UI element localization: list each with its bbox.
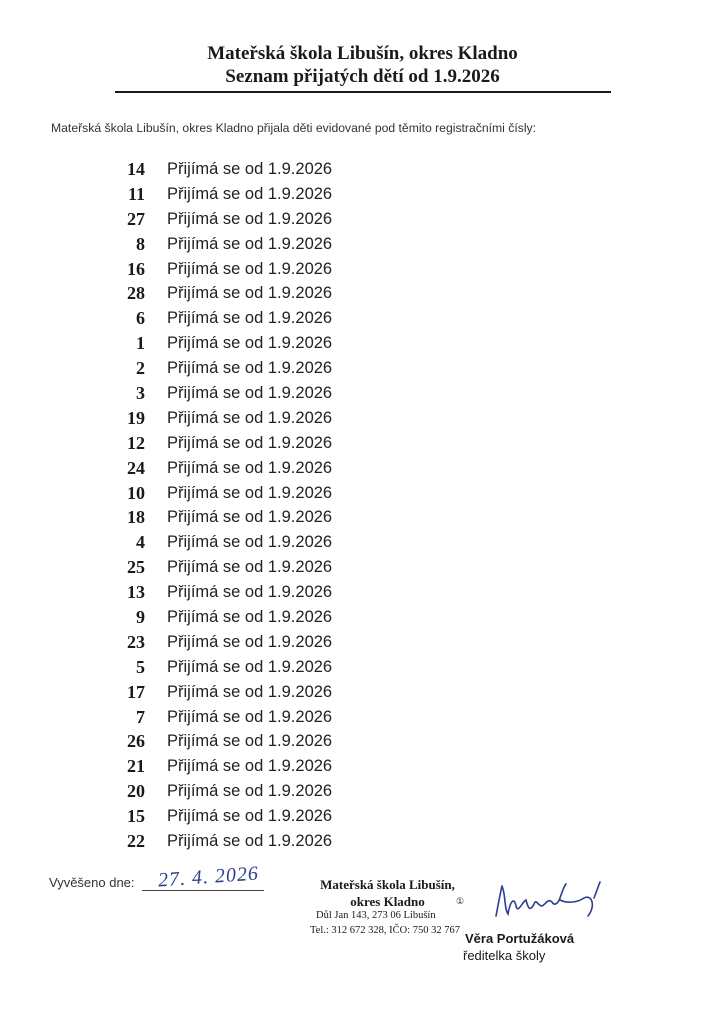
registration-number: 2	[136, 358, 145, 379]
registration-number: 21	[127, 756, 145, 777]
list-item	[0, 779, 725, 804]
list-item	[0, 281, 725, 306]
admission-status: Přijímá se od 1.9.2026	[167, 782, 333, 801]
registration-number: 19	[127, 407, 145, 428]
list-item	[0, 655, 725, 680]
registration-number: 12	[127, 432, 145, 453]
admission-status: Přijímá se od 1.9.2026	[167, 483, 333, 502]
admission-status: Přijímá se od 1.9.2026	[167, 309, 333, 328]
signer-role: ředitelka školy	[463, 948, 546, 963]
signature-icon	[488, 876, 618, 924]
registration-number: 15	[127, 806, 145, 827]
registration-number: 25	[127, 557, 145, 578]
registration-number: 5	[136, 656, 145, 677]
list-item	[0, 829, 725, 854]
admission-status: Přijímá se od 1.9.2026	[167, 284, 333, 303]
admission-status: Přijímá se od 1.9.2026	[167, 259, 333, 278]
admission-status: Přijímá se od 1.9.2026	[167, 558, 333, 577]
admission-status: Přijímá se od 1.9.2026	[167, 184, 333, 203]
title-line-school: Mateřská škola Libušín, okres Kladno	[207, 43, 518, 64]
registration-number: 16	[127, 258, 145, 279]
list-item	[0, 406, 725, 431]
title-line-list: Seznam přijatých dětí od 1.9.2026	[225, 66, 500, 87]
registration-number: 8	[136, 233, 145, 254]
admission-status: Přijímá se od 1.9.2026	[167, 160, 333, 178]
intro-text: Mateřská škola Libušín, okres Kladno přijala děti evidované pod těmito registračními čísly:	[51, 121, 537, 135]
list-item	[0, 306, 725, 331]
registration-number: 28	[127, 283, 145, 304]
list-item	[0, 804, 725, 829]
registration-number: 18	[127, 507, 145, 528]
list-item	[0, 705, 725, 730]
registration-number: 23	[127, 631, 145, 652]
school-stamp	[300, 876, 475, 936]
registration-number: 6	[136, 308, 145, 329]
list-item	[0, 381, 725, 406]
registration-number: 11	[127, 183, 145, 204]
list-item	[0, 182, 725, 207]
admission-status: Přijímá se od 1.9.2026	[167, 334, 333, 353]
admission-status: Přijímá se od 1.9.2026	[167, 732, 333, 751]
title-divider	[115, 91, 611, 93]
admission-status: Přijímá se od 1.9.2026	[167, 408, 333, 427]
registration-number: 27	[127, 208, 145, 229]
admission-status: Přijímá se od 1.9.2026	[167, 384, 333, 403]
admission-status: Přijímá se od 1.9.2026	[167, 807, 333, 826]
list-item	[0, 431, 725, 456]
list-item	[0, 157, 725, 182]
list-item	[0, 505, 725, 530]
admission-status: Přijímá se od 1.9.2026	[167, 583, 333, 602]
admission-status: Přijímá se od 1.9.2026	[167, 707, 333, 726]
list-item	[0, 331, 725, 356]
stamp-mark-icon: ①	[456, 896, 465, 906]
registration-number: 17	[127, 681, 145, 702]
registration-number: 13	[127, 582, 145, 603]
registration-number: 14	[127, 159, 145, 179]
document-title	[0, 42, 725, 88]
stamp-school-name: Mateřská škola Libušín,	[320, 877, 455, 892]
admission-status: Přijímá se od 1.9.2026	[167, 234, 333, 253]
stamp-contact: Tel.: 312 672 328, IČO: 750 32 767	[310, 925, 461, 936]
registration-number: 3	[136, 383, 145, 404]
admission-status: Přijímá se od 1.9.2026	[167, 608, 333, 627]
posted-label: Vyvěšeno dne:	[49, 875, 135, 890]
admission-list	[0, 157, 725, 854]
admission-status: Přijímá se od 1.9.2026	[167, 657, 333, 676]
admission-status: Přijímá se od 1.9.2026	[167, 832, 333, 851]
admission-status: Přijímá se od 1.9.2026	[167, 209, 333, 228]
admission-status: Přijímá se od 1.9.2026	[167, 533, 333, 552]
list-item	[0, 605, 725, 630]
registration-number: 7	[136, 706, 145, 727]
admission-status: Přijímá se od 1.9.2026	[167, 433, 333, 452]
registration-number: 24	[127, 457, 145, 478]
admission-status: Přijímá se od 1.9.2026	[167, 682, 333, 701]
list-item	[0, 257, 725, 282]
list-item	[0, 356, 725, 381]
registration-number: 1	[136, 333, 145, 354]
list-item	[0, 680, 725, 705]
registration-number: 22	[127, 831, 145, 852]
stamp-address: Důl Jan 143, 273 06 Libušín	[316, 910, 436, 921]
admission-status: Přijímá se od 1.9.2026	[167, 458, 333, 477]
list-item	[0, 754, 725, 779]
list-item	[0, 555, 725, 580]
registration-number: 20	[127, 781, 145, 802]
admission-status: Přijímá se od 1.9.2026	[167, 757, 333, 776]
list-item	[0, 580, 725, 605]
list-item	[0, 456, 725, 481]
list-item	[0, 530, 725, 555]
registration-number: 9	[136, 607, 145, 628]
list-item	[0, 207, 725, 232]
stamp-district: okres Kladno	[350, 894, 425, 909]
admission-status: Přijímá se od 1.9.2026	[167, 632, 333, 651]
registration-number: 4	[136, 532, 145, 553]
list-item	[0, 729, 725, 754]
registration-number: 26	[127, 731, 145, 752]
registration-number: 10	[127, 482, 145, 503]
admission-status: Přijímá se od 1.9.2026	[167, 359, 333, 378]
list-item	[0, 630, 725, 655]
list-item	[0, 232, 725, 257]
list-item	[0, 481, 725, 506]
admission-status: Přijímá se od 1.9.2026	[167, 508, 333, 527]
posted-date-handwritten: 27. 4. 2026	[157, 862, 260, 892]
signer-name: Věra Portužáková	[465, 931, 575, 946]
